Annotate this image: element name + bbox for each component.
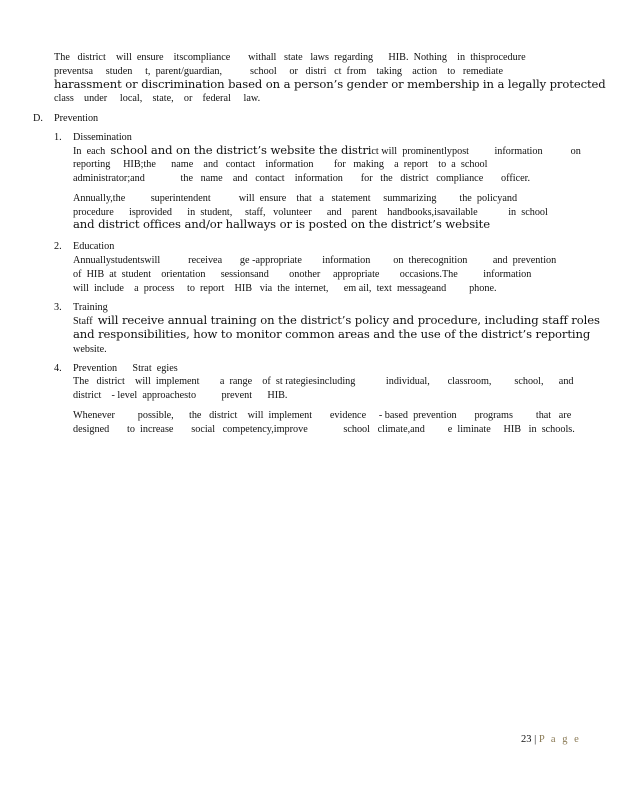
footer-separator: |: [534, 734, 537, 745]
item-line: The district will implement a range of st rategiesincluding individual, classroom, school, and: [73, 376, 574, 387]
item-line: and responsibilities, how to monitor common areas and the use of the district’s reporting: [73, 327, 591, 341]
item-line: designed to increase social competency,improve school climate,and e liminate HIB in schools.: [73, 424, 575, 435]
item-text-small: Staff: [73, 316, 93, 327]
page-number: 23: [521, 734, 532, 745]
intro-line: preventsa studen t, parent/guardian, school or distri ct from taking action to remediate: [54, 66, 503, 77]
intro-line: harassment or discrimination based on a person’s gender or membership in a legally protected: [54, 77, 606, 91]
item-line: will include a process to report HIB via the internet, em ail, text messageand phone.: [73, 283, 497, 294]
item-line: and district offices and/or hallways or is posted on the district’s website: [73, 217, 490, 231]
item-title: Dissemination: [73, 132, 132, 143]
item-title: Education: [73, 241, 115, 252]
item-number: 2.: [54, 241, 62, 252]
item-line: Whenever possible, the district will implement evidence - based prevention programs that are: [73, 410, 572, 421]
item-line: procedure isprovided in student, staff, volunteer and parent handbooks,isavailable in school: [73, 207, 548, 218]
item-number: 3.: [54, 302, 62, 313]
intro-line: class under local, state, or federal law.: [54, 93, 261, 104]
item-line: of HIB at student orientation sessionsand onother appropriate occasions.The information: [73, 269, 532, 280]
item-line: district - level approachesto prevent HIB.: [73, 390, 288, 401]
item-number: 1.: [54, 132, 62, 143]
page-label: P a g e: [538, 734, 581, 745]
item-line: website.: [73, 344, 107, 355]
item-title: Prevention Strat egies: [73, 363, 178, 374]
item-line: Annually,the superintendent will ensure that a statement summarizing the policyand: [73, 193, 518, 204]
item-line: [73, 314, 600, 328]
item-text-large: will receive annual training on the district’s policy and procedure, including staff roles: [97, 313, 600, 327]
section-title: Prevention: [54, 113, 99, 124]
item-text-small: In each: [73, 146, 106, 157]
page-footer: [521, 734, 581, 745]
item-text-large: school and on the district’s website the distri: [110, 143, 372, 157]
item-line: [73, 144, 581, 158]
intro-line: The district will ensure itscompliance withall state laws regarding HIB. Nothing in thisprocedure: [54, 52, 526, 63]
item-line: administrator;and the name and contact information for the district compliance officer.: [73, 173, 530, 184]
item-line: Annuallystudentswill receivea ge -appropriate information on therecognition and prevention: [73, 255, 557, 266]
item-title: Training: [73, 302, 108, 313]
item-line: reporting HIB;the name and contact information for making a report to a school: [73, 159, 488, 170]
item-number: 4.: [54, 363, 62, 374]
section-letter: D.: [33, 113, 43, 124]
item-text-small: ct will prominentlypost information on: [371, 146, 581, 157]
